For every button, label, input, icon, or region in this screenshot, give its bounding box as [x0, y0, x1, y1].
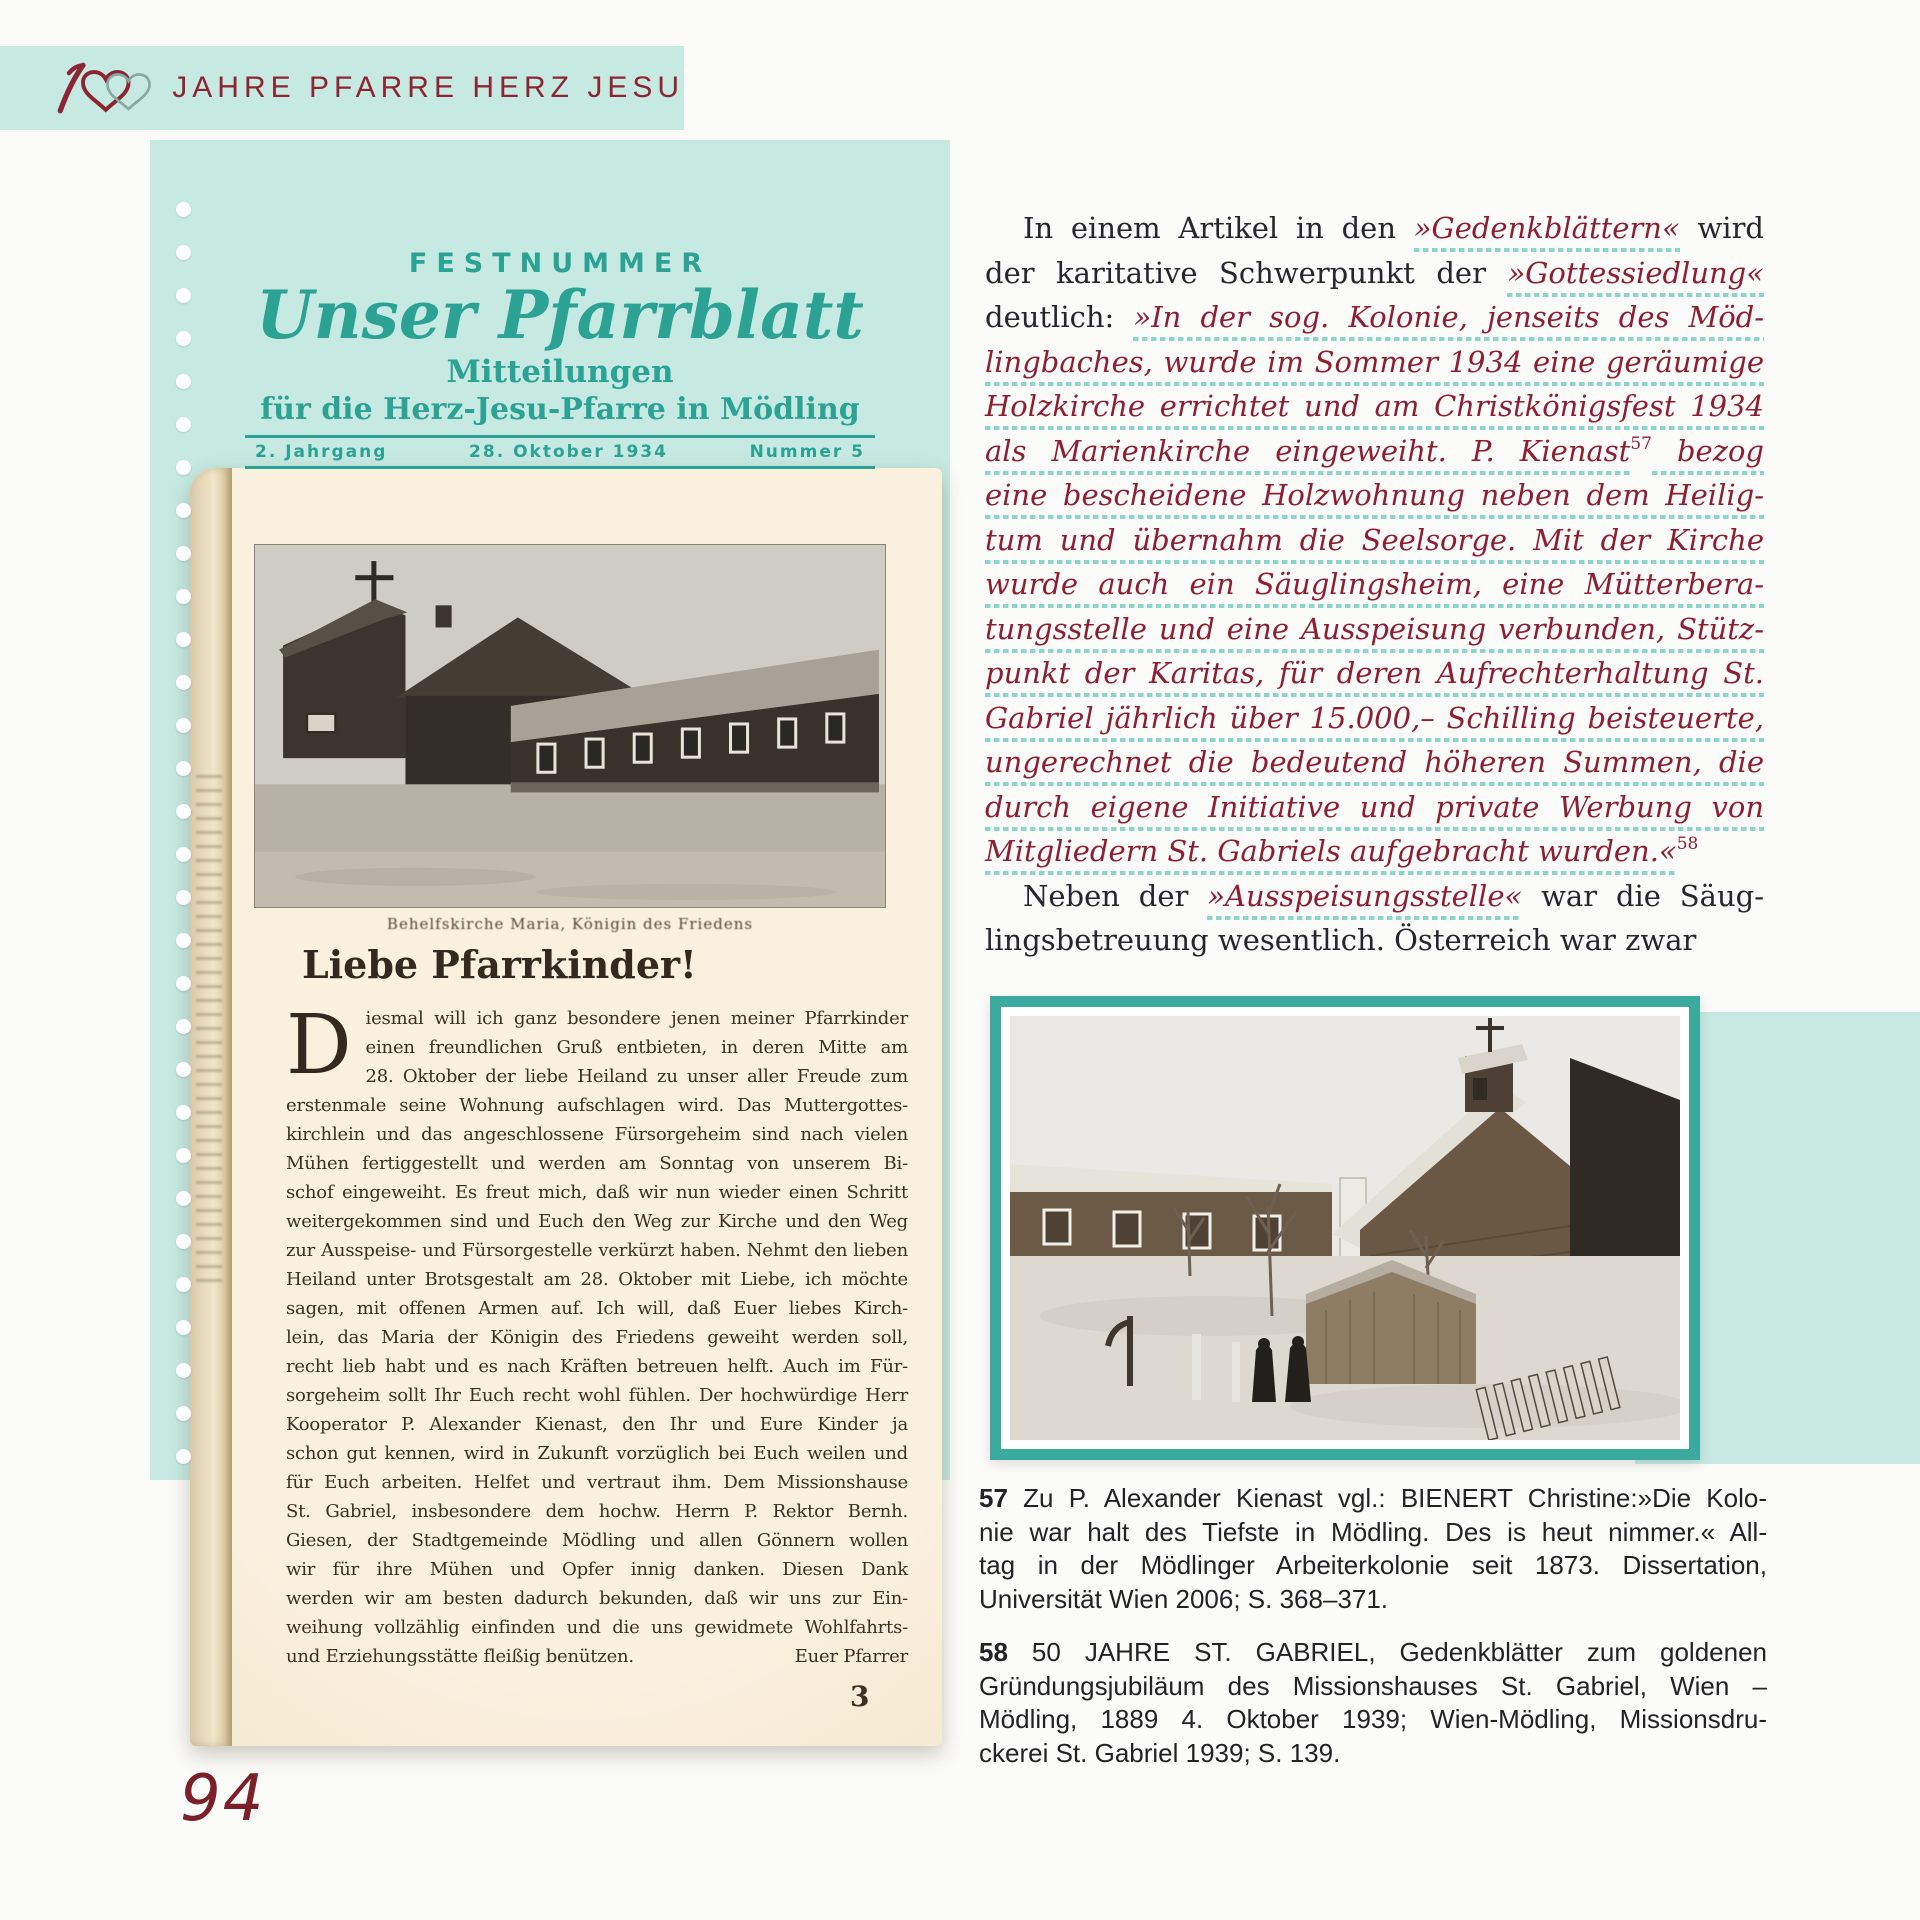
article-line — [985, 785, 1764, 830]
article-line — [985, 740, 1764, 785]
article-line — [985, 340, 1764, 385]
perforation-hole — [176, 890, 191, 905]
footnote-line: 57 Zu P. Alexander Kienast vgl.: BIENERT Christine:»Die Kolo- — [979, 1483, 1767, 1513]
footnotes — [979, 1482, 1767, 1770]
footnote-line: 58 50 JAHRE ST. GABRIEL, Gedenkblätter zum goldenen — [979, 1637, 1767, 1667]
perforation-hole — [176, 1320, 191, 1335]
issue-number: Nummer 5 — [749, 442, 865, 463]
footnote — [979, 1636, 1767, 1770]
perforation-hole — [176, 1148, 191, 1163]
article-line — [985, 295, 1764, 340]
perforation-hole — [176, 976, 191, 991]
anniversary-hearts-logo — [48, 50, 158, 126]
footnote-line: Gründungsjubiläum des Missionshauses St. Gabriel, Wien – — [979, 1670, 1767, 1701]
body-text: war die Säug- — [1522, 878, 1765, 913]
body-text: Neben der — [1023, 878, 1208, 913]
article-line — [985, 829, 1764, 874]
footnote-number: 57 — [979, 1483, 1008, 1513]
perforation-hole — [176, 675, 191, 690]
historic-photo-bw-church — [254, 544, 886, 908]
perforation-hole — [176, 460, 191, 475]
perforation-hole — [176, 1406, 191, 1421]
article-line — [985, 874, 1764, 919]
perforation-hole — [176, 933, 191, 948]
perforation-hole — [176, 1234, 191, 1249]
scan-page-number: 3 — [850, 1680, 870, 1713]
letter-line: weihung vollzählig einfinden und die uns gewidmete Wohlfahrts- — [286, 1617, 908, 1638]
letter-line: einen freundlichen Gruß entbieten, in deren Mitte am — [365, 1037, 908, 1058]
letter-heading: Liebe Pfarrkinder! — [302, 942, 697, 987]
letter-line: Giesen, der Stadtgemeinde Mödling und allen Gönnern wollen — [286, 1530, 908, 1551]
perforation-hole — [176, 546, 191, 561]
article-line — [985, 429, 1764, 474]
article-line — [985, 607, 1764, 652]
masthead-title: Unser Pfarrblatt — [256, 276, 864, 354]
article-line — [985, 251, 1764, 296]
article-text — [985, 206, 1764, 963]
quote-text: bezog — [1652, 434, 1764, 475]
footnote-ref: 58 — [1676, 834, 1699, 854]
perforation-hole — [176, 1277, 191, 1292]
article-line — [985, 562, 1764, 607]
footnote-line: nie war halt des Tiefste in Mödling. Des is heut nimmer.« All- — [979, 1516, 1767, 1547]
issue-volume: 2. Jahrgang — [255, 442, 388, 463]
article-line — [985, 384, 1764, 429]
colony-photo-frame — [990, 996, 1700, 1460]
perforation-hole — [176, 1191, 191, 1206]
quote-text: lingbaches, wurde im Sommer 1934 eine geräumige — [985, 345, 1764, 386]
quote-text: ungerechnet die bedeutend höheren Summen, die — [985, 745, 1764, 786]
perforation-hole — [176, 288, 191, 303]
perforation-hole — [176, 718, 191, 733]
page-number: 94 — [180, 1762, 266, 1836]
quote-text: wurde auch ein Säuglingsheim, eine Mütterbera- — [985, 567, 1764, 608]
perforation-hole — [176, 1062, 191, 1077]
letter-line: für Euch arbeiten. Helfet und vertraut ihm. Dem Missionshause — [286, 1472, 908, 1493]
quote-text: Gabriel jährlich über 15.000,– Schilling beisteuerte, — [985, 701, 1764, 742]
quote-text: »Gottessiedlung« — [1507, 256, 1764, 297]
newsletter-masthead — [245, 248, 875, 469]
letter-line: iesmal will ich ganz besondere jenen meiner Pfarrkinder — [365, 1008, 908, 1029]
colony-winter-photo — [1010, 1016, 1680, 1440]
perforation-hole — [176, 1363, 191, 1378]
quote-text: Holzkirche errichtet und am Christkönigsfest 1934 — [985, 389, 1764, 430]
footnote-line: tag in der Mödlinger Arbeiterkolonie seit 1873. Dissertation, — [979, 1550, 1767, 1580]
perforation-hole — [176, 1105, 191, 1120]
perforation-hole — [176, 245, 191, 260]
letter-line: Kooperator P. Alexander Kienast, den Ihr und Eure Kinder ja — [286, 1414, 908, 1435]
perforation-hole — [176, 417, 191, 432]
closing-text: und Erziehungsstätte fleißig benützen. — [286, 1646, 634, 1667]
quote-text: »In der sog. Kolonie, jenseits des Möd- — [1133, 300, 1764, 341]
quote-text: eine bescheidene Holzwohnung neben dem Heilig- — [985, 478, 1764, 519]
issue-date: 28. Oktober 1934 — [469, 442, 668, 463]
article-line — [985, 473, 1764, 518]
article-line — [985, 206, 1764, 251]
letter-body — [286, 998, 908, 1671]
body-text: der karitative Schwerpunkt der — [985, 255, 1508, 290]
article-line — [985, 918, 1764, 963]
letter-closing — [286, 1642, 908, 1671]
newsletter-scan — [190, 468, 942, 1746]
letter-line: kirchlein und das angeschlossene Fürsorgeheim sind nach vielen — [286, 1124, 908, 1145]
body-text: lingsbetreuung wesentlich. Österreich war zwar — [985, 923, 1697, 957]
masthead-subtitle-2: für die Herz-Jesu-Pfarre in Mödling — [260, 392, 860, 428]
letter-line: sagen, mit offenen Armen auf. Ich will, daß Euer liebes Kirch- — [286, 1298, 908, 1319]
quote-text: punkt der Karitas, für deren Aufrechterhaltung St. — [985, 656, 1764, 697]
header-band — [0, 46, 684, 130]
body-text: In einem Artikel in den — [1023, 211, 1414, 245]
article-line — [985, 518, 1764, 563]
photo-caption: Behelfskirche Maria, Königin des Friedens — [386, 915, 754, 933]
letter-line: wir für ihre Mühen und Opfer innig danken. Diesen Dank — [286, 1559, 908, 1580]
perforation-hole — [176, 374, 191, 389]
footnote-line: ckerei St. Gabriel 1939; S. 139. — [979, 1737, 1341, 1768]
quote-text: durch eigene Initiative und private Werbung von — [985, 790, 1764, 831]
letter-line: zur Ausspeise- und Fürsorgestelle verkürzt haben. Nehmt den lieben — [286, 1240, 908, 1261]
body-text: deutlich: — [985, 300, 1134, 334]
quote-text: als Marienkirche eingeweiht. P. Kienast — [985, 434, 1630, 475]
letter-line: weitergekommen sind und Euch den Weg zur Kirche und den Weg — [286, 1211, 908, 1232]
quote-text: tungsstelle und eine Ausspeisung verbunden, Stütz- — [985, 612, 1764, 653]
article-line — [985, 696, 1764, 741]
body-text: wird — [1679, 211, 1764, 245]
perforation-hole — [176, 1019, 191, 1034]
letter-line: erstenmale seine Wohnung aufschlagen wird. Das Muttergottes- — [286, 1095, 908, 1116]
quote-text: tum und übernahm die Seelsorge. Mit der Kirche — [985, 523, 1764, 564]
masthead-issue-line — [245, 435, 875, 469]
footnote-ref: 57 — [1630, 433, 1652, 454]
perforation-hole — [176, 632, 191, 647]
masthead-subtitle-1: Mitteilungen — [446, 354, 674, 391]
quote-text: »Ausspeisungsstelle« — [1207, 879, 1522, 920]
letter-dropcap: D — [286, 998, 352, 1093]
footnote-line: Mödling, 1889 4. Oktober 1939; Wien-Mödling, Missionsdru- — [979, 1704, 1767, 1734]
letter-line: lein, das Maria der Königin des Friedens geweiht werden soll, — [286, 1327, 908, 1348]
footnote — [979, 1482, 1767, 1616]
perforation-hole — [176, 761, 191, 776]
quote-text: Mitgliedern St. Gabriels aufgebracht wurden.« — [985, 834, 1677, 875]
letter-line: 28. Oktober der liebe Heiland zu unser aller Freude zum — [365, 1066, 908, 1087]
perforation-hole — [176, 503, 191, 518]
letter-line: sorgeheim sollt Ihr Euch recht wohl fühlen. Der hochwürdige Herr — [286, 1385, 908, 1406]
perforation-hole — [176, 202, 191, 217]
letter-line: recht lieb habt und es nach Kräften betreuen helft. Auch im Für- — [286, 1356, 908, 1377]
perforation-hole — [176, 804, 191, 819]
letter-line: St. Gabriel, insbesondere dem hochw. Herrn P. Rektor Bernh. — [286, 1501, 908, 1522]
letter-line: schof eingeweiht. Es freut mich, daß wir nun wieder einen Schritt — [286, 1182, 908, 1203]
perforation-hole — [176, 589, 191, 604]
spine-print-marks — [196, 775, 222, 1286]
letter-line: Mühen fertiggestellt und werden am Sonntag von unserem Bi- — [286, 1153, 908, 1174]
header-title: JAHRE PFARRE HERZ JESU — [172, 71, 684, 104]
masthead-overline: FESTNUMMER — [408, 248, 712, 279]
signature: Euer Pfarrer — [794, 1646, 908, 1667]
footnote-number: 58 — [979, 1637, 1008, 1667]
letter-line: Heiland unter Brotsgestalt am 28. Oktober mit Liebe, ich möchte — [286, 1269, 908, 1290]
perforation-hole — [176, 1449, 191, 1464]
perforation — [176, 202, 191, 1464]
letter-line: schon gut kennen, wird in Zukunft vorzüglich bei Euch weilen und — [286, 1443, 908, 1464]
letter-line: werden wir am besten dadurch bekunden, daß wir uns zur Ein- — [286, 1588, 908, 1609]
perforation-hole — [176, 331, 191, 346]
footnote-line: Universität Wien 2006; S. 368–371. — [979, 1583, 1389, 1614]
perforation-hole — [176, 847, 191, 862]
quote-text: »Gedenkblättern« — [1414, 211, 1680, 252]
book-spine — [190, 468, 232, 1746]
article-line — [985, 651, 1764, 696]
